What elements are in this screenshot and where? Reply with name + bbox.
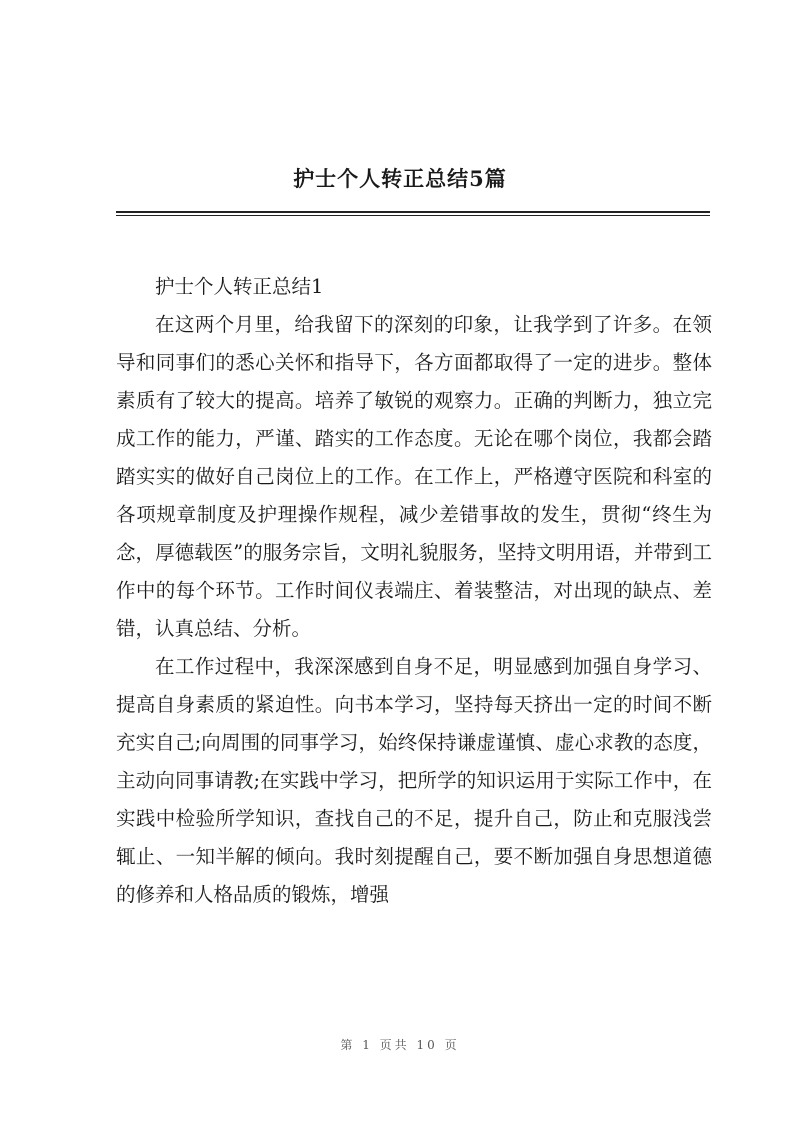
title-divider xyxy=(116,211,710,213)
section-heading: 护士个人转正总结1 xyxy=(155,275,324,298)
document-body xyxy=(116,268,712,914)
page-number-footer: 第 1 页共 10 页 xyxy=(340,1038,460,1052)
title-divider-thin xyxy=(116,215,710,216)
body-paragraph: 在这两个月里，给我留下的深刻的印象，让我学到了许多。在领导和同事们的悉心关怀和指导下，各方面都取得了一定的进步。整体素质有了较大的提高。培养了敏锐的观察力。正确的判断力，独立完成工作的能力，严谨、踏实的工作态度。无论在哪个岗位，我都会踏踏实实的做好自己岗位上的工作。在工作上，严格遵守医院和科室的各项规章制度及护理操作规程，减少差错事故的发生，贯彻“终生为念，厚德载医”的服务宗旨，文明礼貌服务，坚持文明用语，并带到工作中的每个环节。工作时间仪表端庄、着装整洁，对出现的缺点、差错，认真总结、分析。 xyxy=(116,313,712,640)
document-title: 护士个人转正总结5篇 xyxy=(293,166,507,191)
body-paragraph: 在工作过程中，我深深感到自身不足，明显感到加强自身学习、提高自身素质的紧迫性。向书本学习，坚持每天挤出一定的时间不断充实自己;向周围的同事学习，始终保持谦虚谨慎、虚心求教的态度，主动向同事请教;在实践中学习，把所学的知识运用于实际工作中，在实践中检验所学知识，查找自己的不足，提升自己，防止和克服浅尝辄止、一知半解的倾向。我时刻提醒自己，要不断加强自身思想道德的修养和人格品质的锻炼，增强 xyxy=(116,655,712,906)
